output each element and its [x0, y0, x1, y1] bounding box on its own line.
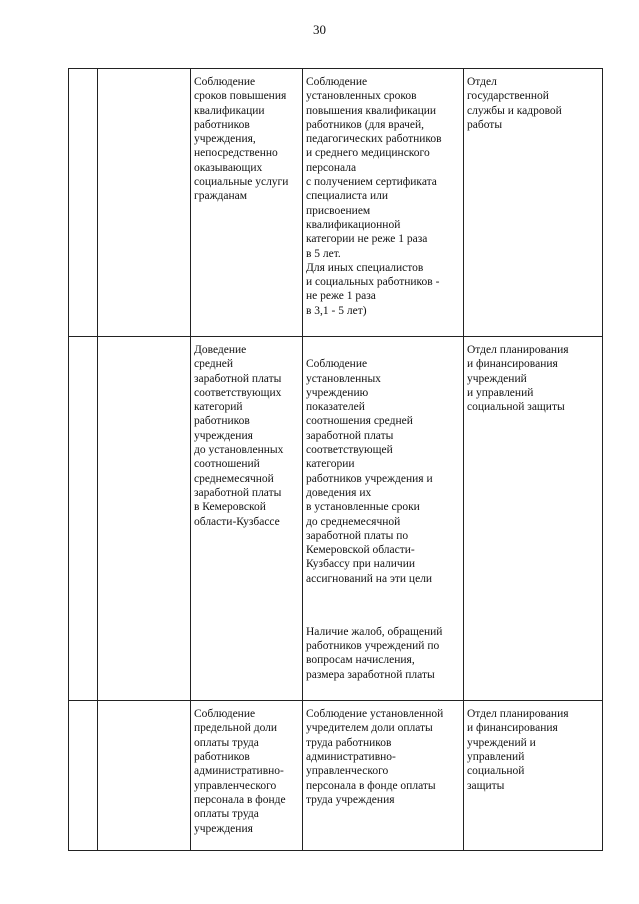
indicator-text: Соблюдение установленных учреждению показателей соотношения средней заработной платы соответствующей категории работников учреждения и доведения их в установленные сроки до среднемесячной заработной платы по Кемеровской области- Кузбассу при наличии ассигнований на эти цели: [306, 358, 433, 585]
table-row: [69, 337, 603, 701]
responsible-cell: Отдел планирования и финансирования учреждений и управлений социальной защиты: [464, 337, 603, 701]
empty-cell: [69, 69, 98, 337]
page-number: 30: [313, 22, 326, 37]
table-row: [69, 69, 603, 337]
empty-cell: [98, 69, 191, 337]
table-row: [69, 701, 603, 851]
indicator-cell: Соблюдение установленных сроков повышения квалификации работников (для врачей, педагогических работников и среднего медицинского персонала с получением сертификата специалиста или присвоением квалификационной категории не реже 1 раза в 5 лет. Для иных специалистов и социальных работников - не реже 1 раза в 3,1 - 5 лет): [303, 69, 464, 337]
responsible-cell: Отдел государственной службы и кадровой работы: [464, 69, 603, 337]
indicator-extra-text: Наличие жалоб, обращений работников учреждений по вопросам начисления, размера заработной платы: [306, 625, 443, 681]
empty-cell: [69, 701, 98, 851]
empty-cell: [98, 701, 191, 851]
empty-cell: [69, 337, 98, 701]
criterion-cell: Соблюдение предельной доли оплаты труда работников административно- управленческого персонала в фонде оплаты труда учреждения: [191, 701, 303, 851]
criteria-table: [68, 68, 603, 851]
indicator-cell: Соблюдение установленной учредителем доли оплаты труда работников административно- управленческого персонала в фонде оплаты труда учреждения: [303, 701, 464, 851]
criterion-cell: Доведение средней заработной платы соответствующих категорий работников учреждения до установленных соотношений среднемесячной заработной платы в Кемеровской области-Кузбассе: [191, 337, 303, 701]
criterion-cell: Соблюдение сроков повышения квалификации работников учреждения, непосредственно оказывающих социальные услуги гражданам: [191, 69, 303, 337]
indicator-cell: [303, 337, 464, 701]
empty-cell: [98, 337, 191, 701]
responsible-cell: Отдел планирования и финансирования учреждений и управлений социальной защиты: [464, 701, 603, 851]
spacer: [306, 600, 460, 610]
